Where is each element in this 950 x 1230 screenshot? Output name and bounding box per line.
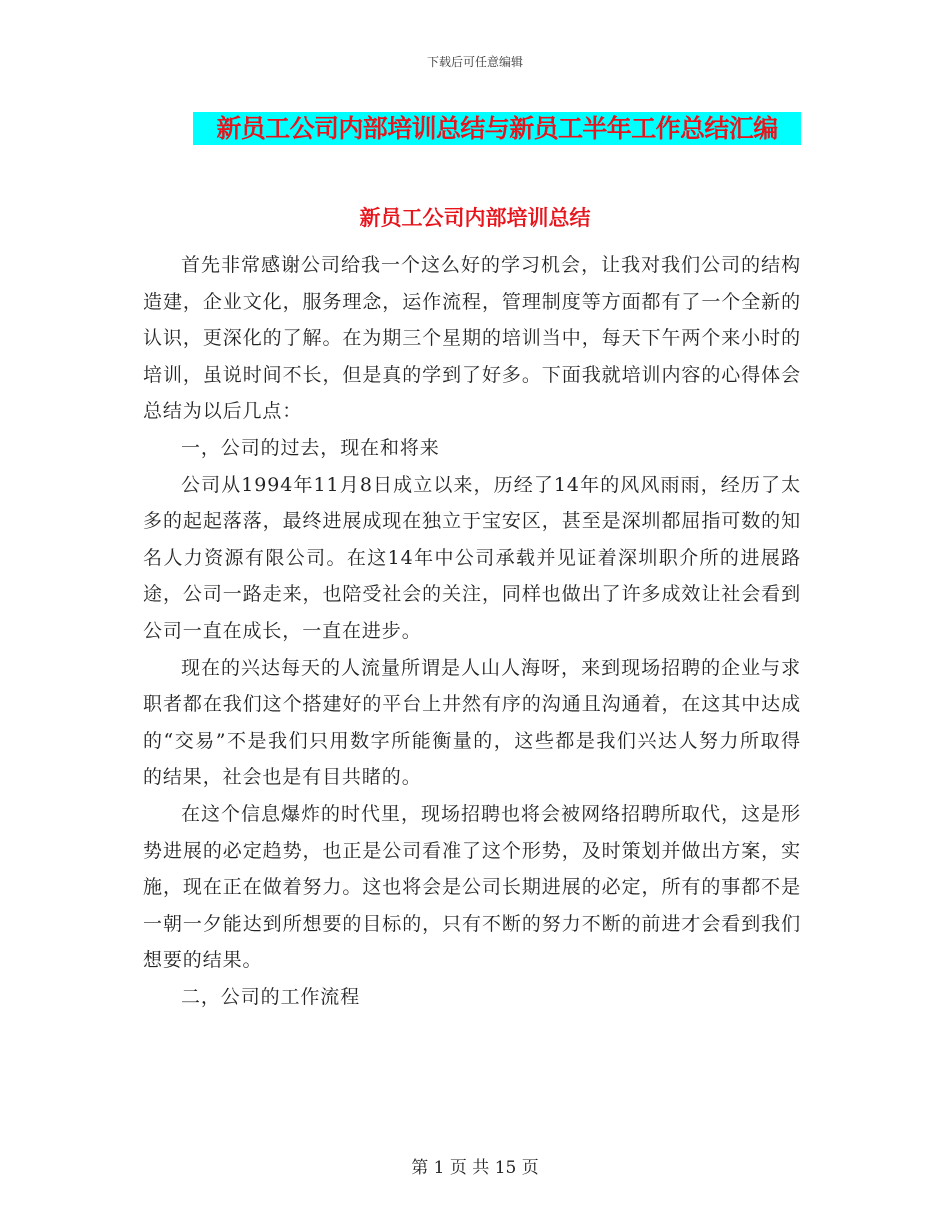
main-title: 新员工公司内部培训总结与新员工半年工作总结汇编 [216, 114, 778, 143]
main-title-highlight [193, 112, 801, 145]
page-number: 第 1 页 共 15 页 [411, 1158, 539, 1178]
document-body [143, 247, 801, 1015]
paragraph-intro: 首先非常感谢公司给我一个这么好的学习机会，让我对我们公司的结构造建，企业文化，服务理念，运作流程，管理制度等方面都有了一个全新的认识，更深化的了解。在为期三个星期的培训当中，每天下午两个来小时的培训，虽说时间不长，但是真的学到了好多。下面我就培训内容的心得体会总结为以后几点： [143, 254, 801, 423]
header-note: 下载后可任意编辑 [426, 55, 523, 69]
paragraph-future-trend: 在这个信息爆炸的时代里，现场招聘也将会被网络招聘所取代，这是形势进展的必定趋势，也正是公司看准了这个形势，及时策划并做出方案，实施，现在正在做着努力。这也将会是公司长期进展的必定，所有的事都不是一朝一夕能达到所想要的目标的，只有不断的努力不断的前进才会看到我们想要的结果。 [143, 802, 801, 972]
paragraph-current-status: 现在的兴达每天的人流量所谓是人山人海呀，来到现场招聘的企业与求职者都在我们这个搭建好的平台上井然有序的沟通且沟通着，在这其中达成的“交易”不是我们只用数字所能衡量的，这些都是我们兴达人努力所取得的结果，社会也是有目共睹的。 [143, 656, 801, 789]
heading-company-history: 一，公司的过去，现在和将来 [181, 436, 440, 459]
section-title: 新员工公司内部培训总结 [359, 205, 591, 230]
paragraph-company-history: 公司从1994年11月8日成立以来，历经了14年的风风雨雨，经历了太多的起起落落，最终进展成现在独立于宝安区，甚至是深圳都屈指可数的知名人力资源有限公司。在这14年中公司承载并见证着深圳职介所的进展路途，公司一路走来，也陪受社会的关注，同样也做出了许多成效让社会看到公司一直在成长，一直在进步。 [143, 473, 801, 642]
heading-work-process: 二，公司的工作流程 [181, 985, 361, 1008]
